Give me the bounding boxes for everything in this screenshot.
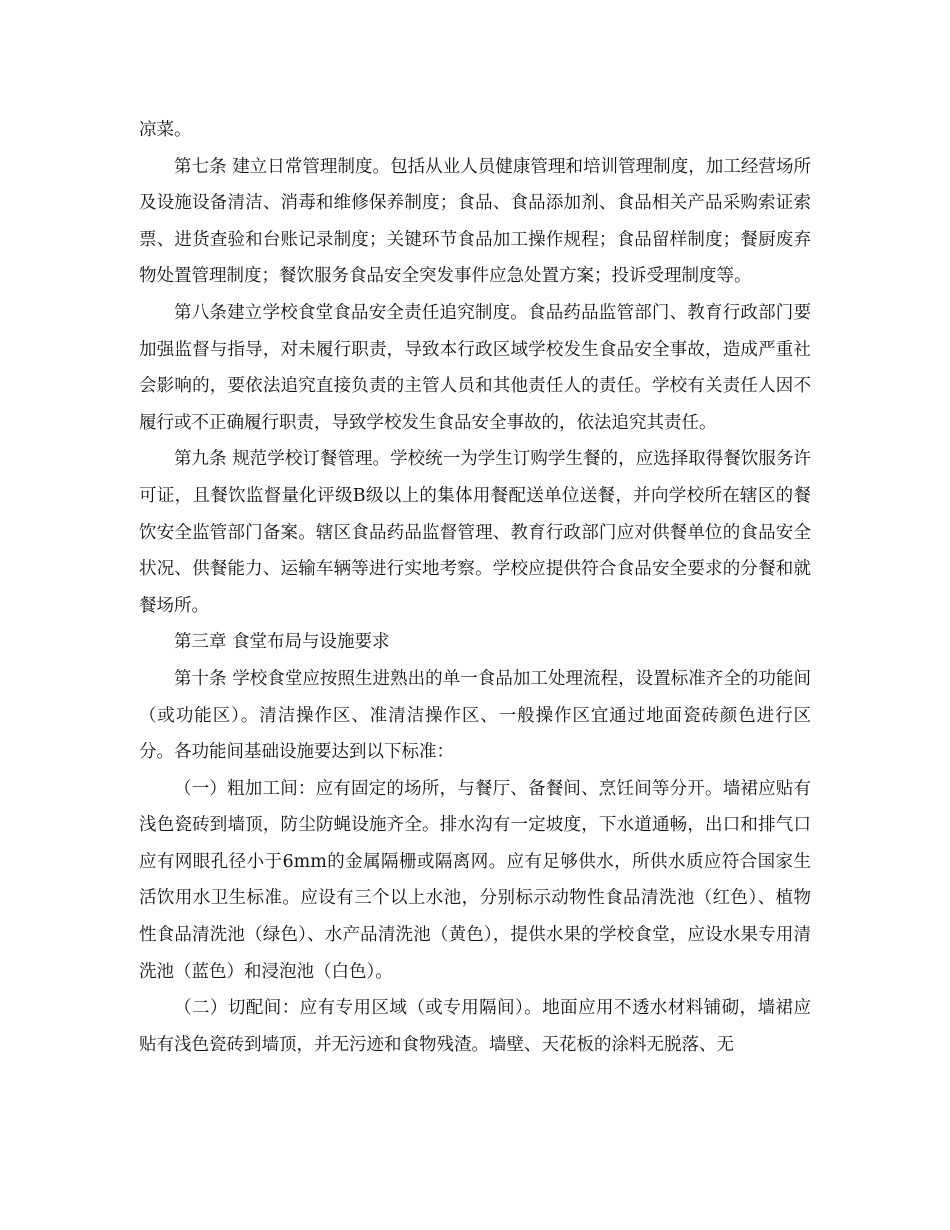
document-body xyxy=(139,112,811,1063)
paragraph-item-1: （一）粗加工间：应有固定的场所，与餐厅、备餐间、烹饪间等分开。墙裙应贴有浅色瓷砖到墙顶，防尘防蝇设施齐全。排水沟有一定坡度，下水道通畅，出口和排气口应有网眼孔径小于6mm的金属隔栅或隔离网。应有足够供水，所供水质应符合国家生活饮用水卫生标准。应设有三个以上水池，分别标示动物性食品清洗池（红色）、植物性食品清洗池（绿色）、水产品清洗池（黄色），提供水果的学校食堂，应设水果专用清洗池（蓝色）和浸泡池（白色）。 xyxy=(139,778,811,982)
chapter-heading: 第三章 食堂布局与设施要求 xyxy=(174,632,390,653)
paragraph-continuation: 凉菜。 xyxy=(139,120,192,140)
paragraph-article-8: 第八条建立学校食堂食品安全责任追究制度。食品药品监管部门、教育行政部门要加强监督与指导，对未履行职责，导致本行政区域学校发生食品安全事故，造成严重社会影响的，要依法追究直接负责的主管人员和其他责任人的责任。学校有关责任人因不履行或不正确履行职责，导致学校发生食品安全事故的，依法追究其责任。 xyxy=(139,302,811,433)
paragraph-item-2: （二）切配间：应有专用区域（或专用隔间）。地面应用不透水材料铺砌，墙裙应贴有浅色瓷砖到墙顶，并无污迹和食物残渣。墙壁、天花板的涂料无脱落、无 xyxy=(139,998,811,1055)
paragraph-article-7: 第七条 建立日常管理制度。包括从业人员健康管理和培训管理制度，加工经营场所及设施设备清洁、消毒和维修保养制度；食品、食品添加剂、食品相关产品采购索证索票、进货查验和台账记录制度；关键环节食品加工操作规程；食品留样制度；餐厨废弃物处置管理制度；餐饮服务食品安全突发事件应急处置方案；投诉受理制度等。 xyxy=(139,156,811,287)
paragraph-article-9: 第九条 规范学校订餐管理。学校统一为学生订购学生餐的，应选择取得餐饮服务许可证，且餐饮监督量化评级B级以上的集体用餐配送单位送餐，并向学校所在辖区的餐饮安全监管部门备案。辖区食品药品监督管理、教育行政部门应对供餐单位的食品安全状况、供餐能力、运输车辆等进行实地考察。学校应提供符合食品安全要求的分餐和就餐场所。 xyxy=(139,449,811,616)
paragraph-article-10: 第十条 学校食堂应按照生进熟出的单一食品加工处理流程，设置标准齐全的功能间（或功能区）。清洁操作区、准清洁操作区、一般操作区宜通过地面瓷砖颜色进行区分。各功能间基础设施要达到以下标准： xyxy=(139,668,811,763)
